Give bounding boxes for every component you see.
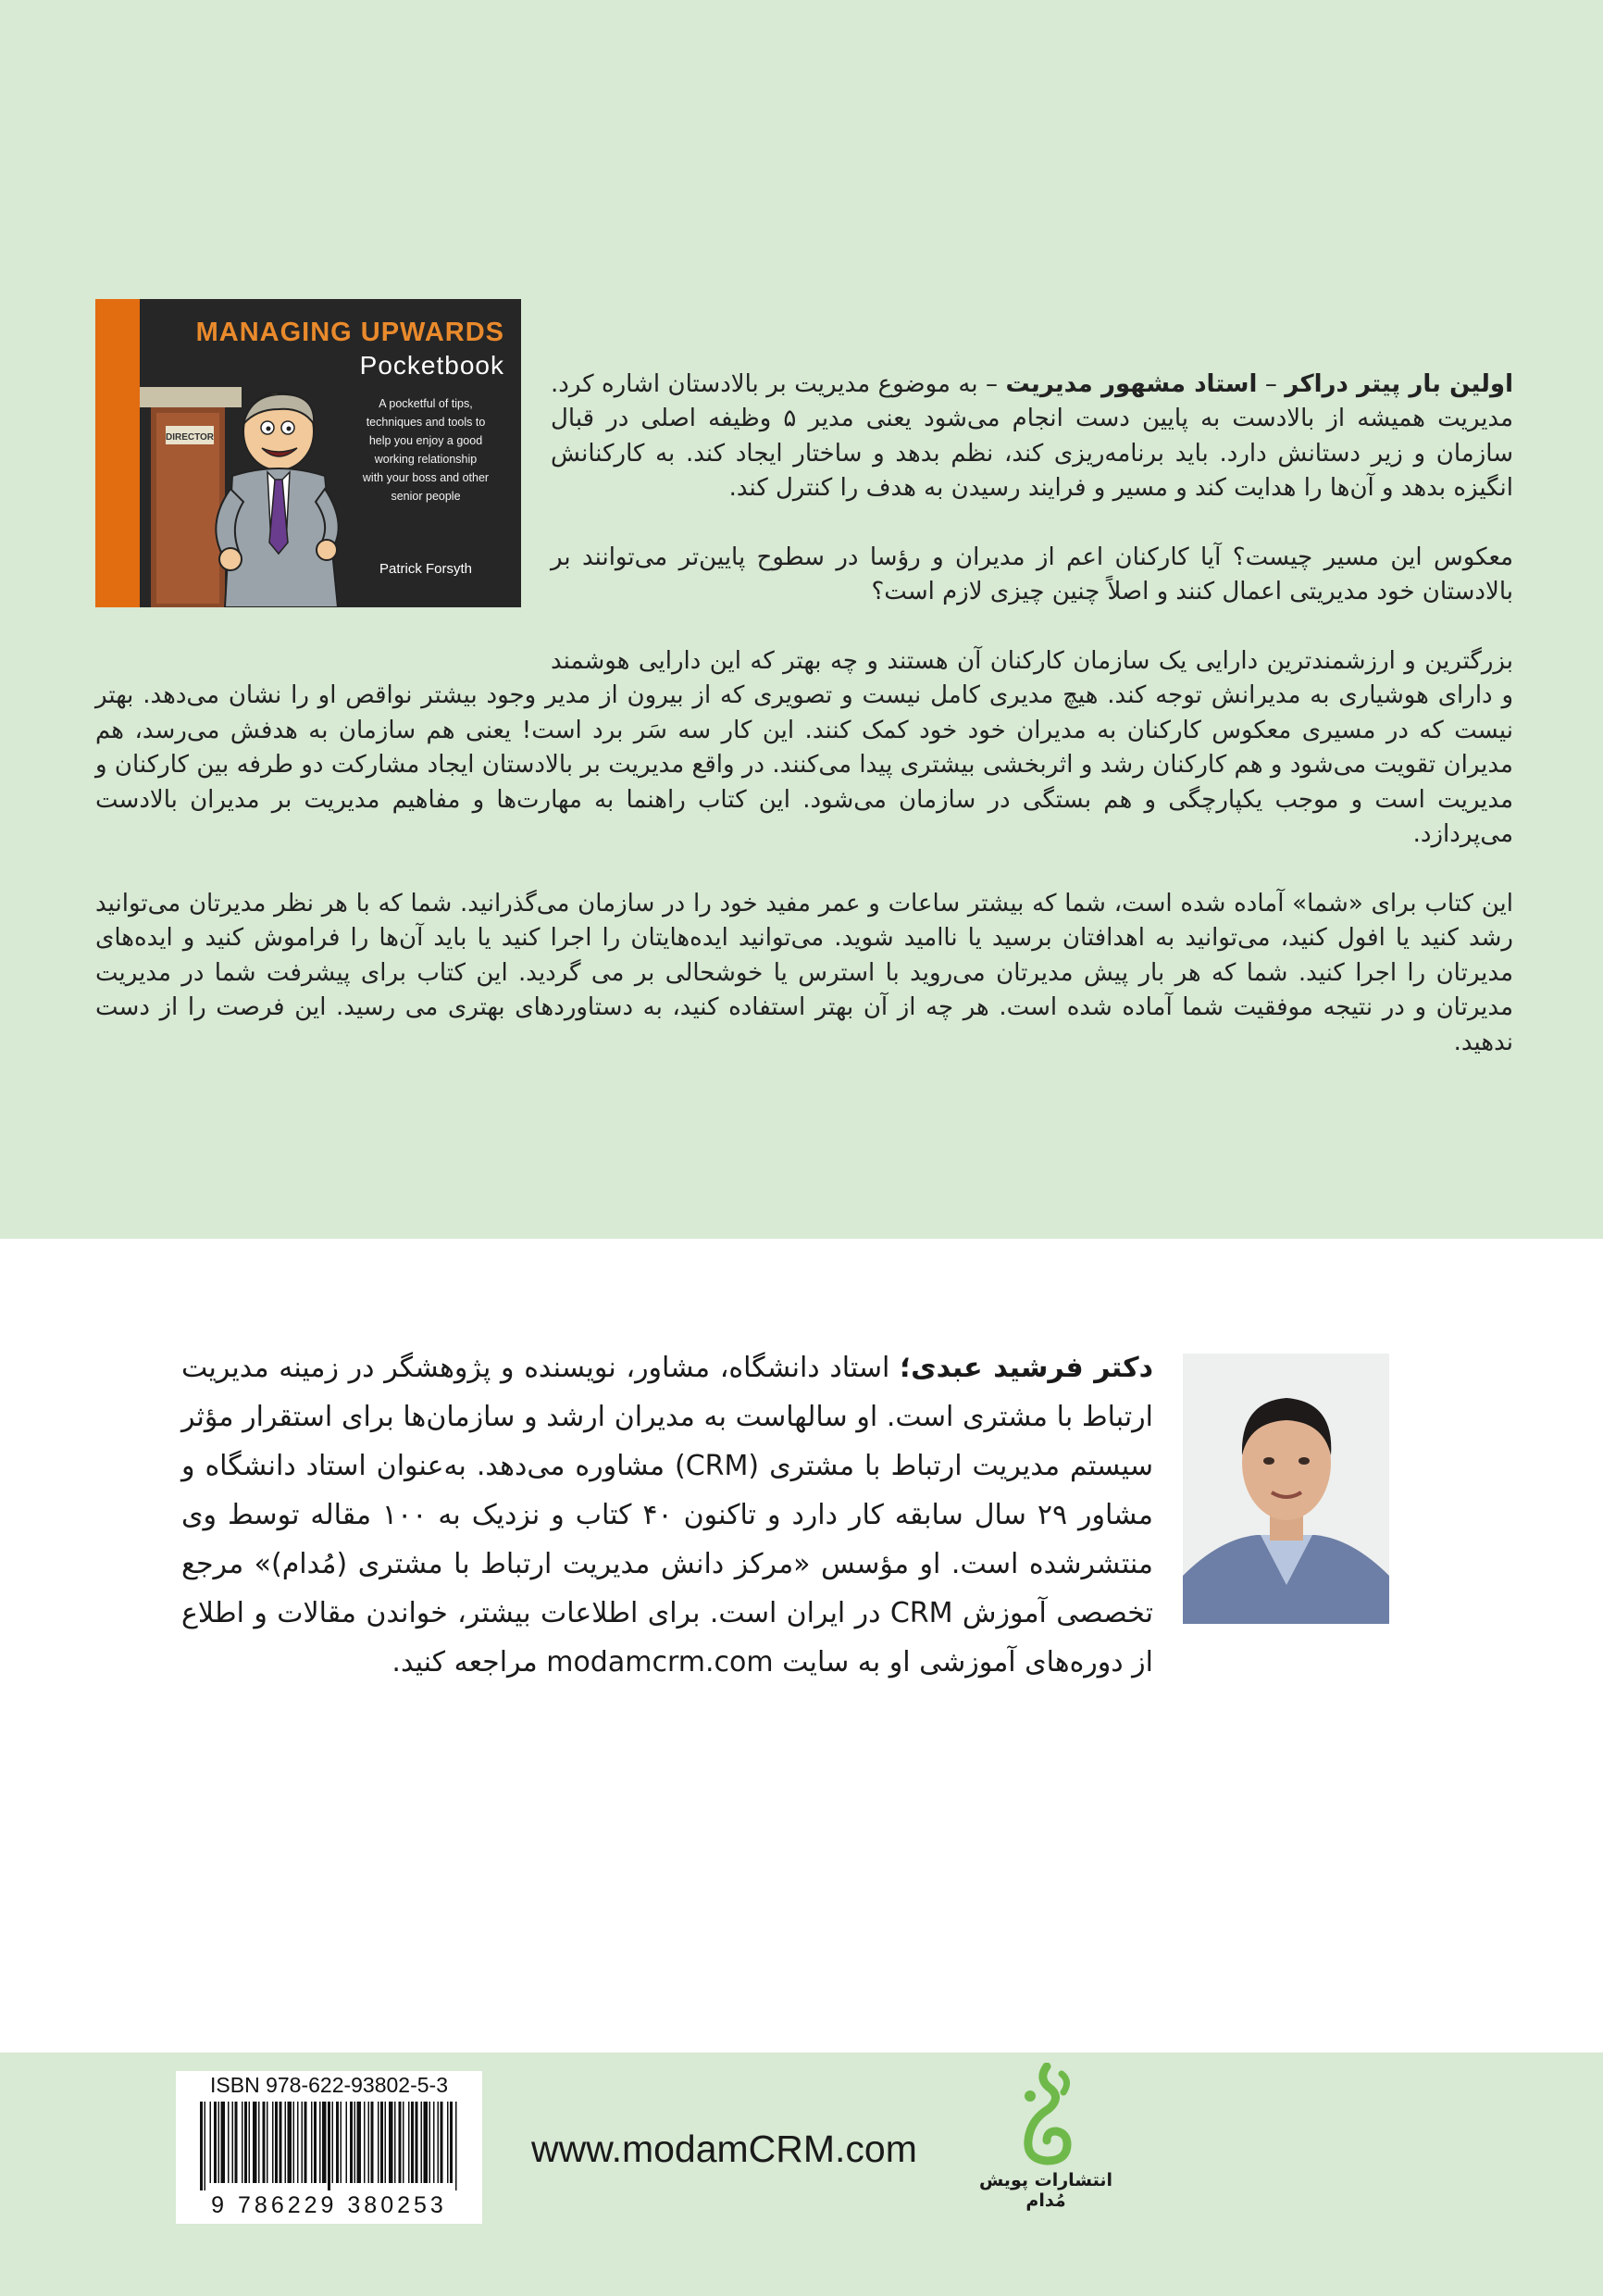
- description-paragraph-4: این کتاب برای «شما» آماده شده است، شما که بیشتر ساعات و عمر مفید خود را در سازمان می‌گذرانید. شما که با هر نظر مدیرتان می‌توانید رشد کنید یا افول کنید، می‌توانید به اهدافتان برسید یا ناامید شوید. می‌توانید ایده‌هایتان را اجرا کنید یا باید آن‌ها را فراموش کنید و ایده‌های مدیرتان را اجرا کنید. شما که هر بار پیش مدیرتان می‌روید با استرس یا خوشحالی بر می گردید. این کتاب برای پیشرفت شما در مدیریت مدیرتان و در نتیجه موفقیت شما آماده شده است. هر چه از آن بهتر استفاده کنید، به دستاوردهای بهتری می رسید. این فرصت را از دست ندهید.: [95, 889, 1513, 1056]
- barcode-icon: [196, 2102, 462, 2190]
- description-paragraph-3: بزرگترین و ارزشمندترین دارایی یک سازمان کارکنان آن هستند و چه بهتر که این دارایی هوشمند و دارای هوشیاری به مدیرانش توجه کند. هیچ مدیری کامل نیست و تصویری که از بیرون از مدیر وجود بیشتر نواقص او را نشان می‌دهد. بهتر نیست که در مسیری معکوس کارکنان به مدیران خود خود کمک کنند. این کار سه سَر برد است! یعنی هم سازمان به هدفش می‌رسد، هم مدیران تقویت می‌شود و هم کارکنان رشد و اثربخشی بیشتری پیدا می‌کنند. در واقع مدیریت بر بالادستان ایجاد مشارکت دو طرفه بین کارکنان و مدیریت است و موجب یکپارچگی و هم بستگی در سازمان می‌شود. این کتاب راهنما به مهارت‌ها و مفاهیم مدیریت بر مدیران بالادست می‌پردازد.: [95, 647, 1513, 849]
- description-paragraph-2: معکوس این مسیر چیست؟ آیا کارکنان اعم از مدیران و رؤسا در سطوح پایین‌تر می‌توانند بر بالادستان خود مدیریتی اعمال کنند و اصلاً چنین چیزی لازم است؟: [551, 543, 1513, 606]
- lead-dash: –: [1257, 369, 1286, 398]
- cover-blurb: A pocketful of tips, techniques and tools to help you enjoy a good working relationship with your boss and other senior people: [362, 397, 490, 503]
- lead-author-title: استاد مشهور مدیریت: [1005, 369, 1258, 398]
- barcode-digits: 9 786229 380253: [211, 2192, 447, 2218]
- author-name: دکتر فرشید عبدی؛: [900, 1352, 1153, 1384]
- website-url: www.modamCRM.com: [531, 2128, 917, 2170]
- description-paragraph-1: [551, 370, 1513, 502]
- isbn-barcode: [176, 2071, 482, 2224]
- author-bio-text: استاد دانشگاه، مشاور، نویسنده و پژوهشگر در زمینه مدیریت ارتباط با مشتری است. او سالهاست به مدیران ارشد و سازمان‌ها برای استقرار مؤثر سیستم مدیریت ارتباط با مشتری (CRM) مشاوره می‌دهد. به‌عنوان استاد دانشگاه و مشاور ۲۹ سال سابقه کار دارد و تاکنون ۴۰ کتاب و نزدیک به ۱۰۰ مقاله توسط وی منتشرشده است. او مؤسس «مرکز دانش مدیریت ارتباط با مشتری (مُدام)» مرجع تخصصی آموزش CRM در ایران است. برای اطلاعات بیشتر، خواندن مقالات و اطلاع از دوره‌های آموزشی او به سایت modamcrm.com مراجعه کنید.: [181, 1352, 1153, 1678]
- cover-subtitle: Pocketbook: [359, 351, 504, 380]
- cover-author: Patrick Forsyth: [379, 561, 473, 577]
- door-sign-text: DIRECTOR: [165, 432, 215, 443]
- lead-author-name: اولین بار پیتر دراکر: [1285, 369, 1513, 398]
- cover-title: MANAGING UPWARDS: [195, 318, 504, 347]
- author-biography: [181, 1343, 1153, 1788]
- lead-rest-text: – به موضوع مدیریت بر بالادستان اشاره کرد. مدیریت همیشه از بالادست به پایین دست انجام می‌شود یعنی مدیر ۵ وظیفه اصلی در قبال سازمان و زیر دستانش دارد. باید برنامه‌ریزی کند، نظم بدهد و ساختار ایجاد کند. به کارکنانش انگیزه بدهد و آن‌ها را هدایت کند و مسیر و فرایند رسیدن به هدف را کنترل کند.: [551, 369, 1513, 503]
- cover-float-spacer: [95, 332, 551, 655]
- isbn-label: ISBN 978-622-93802-5-3: [210, 2073, 448, 2097]
- publisher-name: انتشارات پویش مُدام: [978, 2170, 1113, 2211]
- modam-calligraphy-logo-icon: [1010, 2063, 1082, 2166]
- book-description: [95, 298, 1513, 1094]
- author-photo: [1183, 1354, 1389, 1624]
